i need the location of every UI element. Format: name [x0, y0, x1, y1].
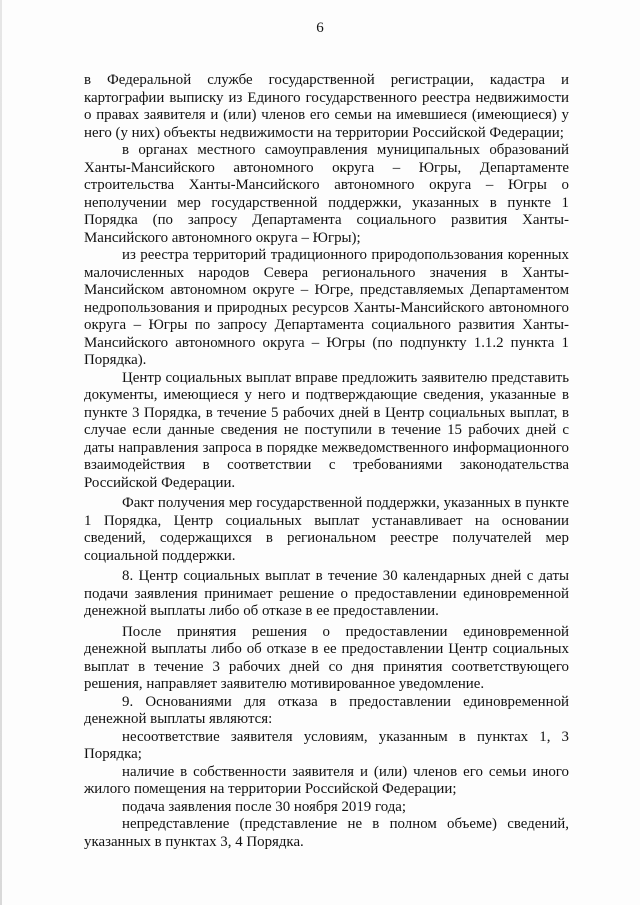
- paragraph-item-9: 9. Основаниями для отказа в предоставлении единовременной денежной выплаты являются:: [84, 693, 569, 727]
- paragraph-local-government: в органах местного самоуправления муниципальных образований Ханты-Мансийского автономного округа – Югры, Департаменте строительства Ханты-Мансийского автономного округа – Югры о неполучении мер государственной поддержки, указанных в пункте 1 Порядка (по запросу Департамента социального развития Ханты-Мансийского автономного округа – Югры);: [84, 142, 569, 246]
- document-body: [84, 72, 569, 851]
- paragraph-decision-notice: После принятия решения о предоставлении единовременной денежной выплаты либо об отказе в ее предоставлении Центр социальных выплат в течение 3 рабочих дней со дня принятия соответствующего решения, направляет заявителю мотивированное уведомление.: [84, 623, 569, 692]
- paragraph-documents-request: Центр социальных выплат вправе предложить заявителю представить документы, имеющиеся у него и подтверждающие сведения, указанные в пункте 3 Порядка, в течение 5 рабочих дней в Центр социальных выплат, в случае если данные сведения не поступили в течение 15 рабочих дней с даты направления запроса в порядке межведомственного информационного взаимодействия в соответствии с требованиями законодательства Российской Федерации.: [84, 369, 569, 491]
- paragraph-support-fact: Факт получения мер государственной поддержки, указанных в пункте 1 Порядка, Центр социальных выплат устанавливает на основании сведений, содержащихся в региональном реестре получателей мер социальной поддержки.: [84, 495, 569, 564]
- paragraph-refusal-deadline: подача заявления после 30 ноября 2019 года;: [122, 798, 407, 815]
- paragraph-federal-service: в Федеральной службе государственной регистрации, кадастра и картографии выписку из Единого государственного реестра недвижимости о правах заявителя и (или) членов его семьи на имевшиеся (имеющиеся) у него (у них) объекты недвижимости на территории Российской Федерации;: [84, 72, 569, 141]
- paragraph-refusal-conditions: несоответствие заявителя условиям, указанным в пунктах 1, 3 Порядка;: [84, 728, 569, 762]
- paragraph-refusal-missing-info: непредставление (представление не в полном объеме) сведений, указанных в пунктах 3, 4 Порядка.: [84, 816, 569, 850]
- page-number: 6: [316, 20, 324, 36]
- paragraph-territory-registry: из реестра территорий традиционного природопользования коренных малочисленных народов Севера регионального значения в Ханты-Мансийском автономном округе – Югре, представляемых Департаментом недропользования и природных ресурсов Ханты-Мансийского автономного округа – Югры по запросу Департамента социального развития Ханты-Мансийского автономного округа – Югры (по подпункту 1.1.2 пункта 1 Порядка).: [84, 247, 569, 368]
- paragraph-refusal-housing: наличие в собственности заявителя и (или) членов его семьи иного жилого помещения на территории Российской Федерации;: [84, 763, 569, 797]
- paragraph-item-8: 8. Центр социальных выплат в течение 30 календарных дней с даты подачи заявления принимает решение о предоставлении единовременной денежной выплаты либо об отказе в ее предоставлении.: [84, 568, 569, 619]
- page-edge: [0, 0, 2, 905]
